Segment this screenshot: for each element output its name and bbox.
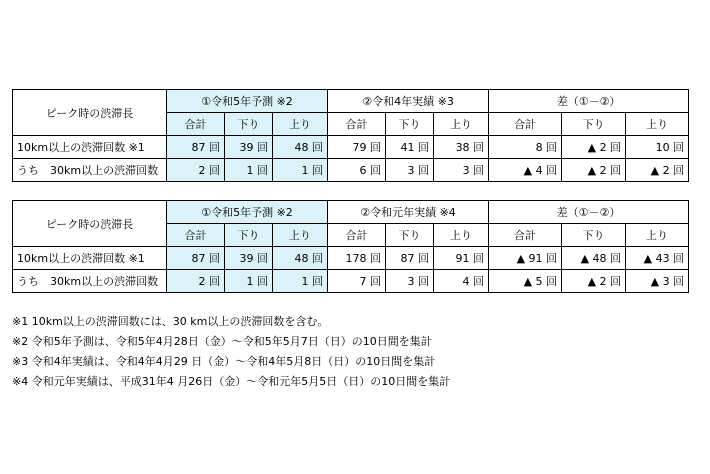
table-cell: 178 回 (328, 247, 386, 270)
subheader-total: 合計 (328, 113, 386, 136)
subheader-total: 合計 (489, 224, 562, 247)
group-header-forecast: ①令和5年予測 ※2 (167, 90, 328, 113)
group-header-difference: 差（①－②） (489, 90, 689, 113)
table-cell: 1 回 (225, 270, 273, 293)
table-cell: 91 回 (434, 247, 489, 270)
row-header-peak-length: ピーク時の渋滞長 (13, 201, 167, 247)
table-cell: 2 回 (167, 159, 225, 182)
table-cell: 79 回 (328, 136, 386, 159)
row-header-peak-length: ピーク時の渋滞長 (13, 90, 167, 136)
comparison-table-2019 (12, 200, 689, 293)
table-cell: ▲ 2 回 (562, 270, 626, 293)
table-cell: 41 回 (386, 136, 434, 159)
table-cell: 8 回 (489, 136, 562, 159)
table-cell: 1 回 (273, 270, 328, 293)
subheader-up: 上り (434, 113, 489, 136)
table-cell: 1 回 (273, 159, 328, 182)
footnote: ※4 令和元年実績は、平成31年4 月26日（金）～令和元年5月5日（日）の10日間を集計 (12, 375, 451, 388)
table-cell: 1 回 (225, 159, 273, 182)
subheader-down: 下り (562, 113, 626, 136)
subheader-total: 合計 (328, 224, 386, 247)
table-cell: 2 回 (167, 270, 225, 293)
subheader-up: 上り (626, 224, 689, 247)
table-cell: 3 回 (386, 270, 434, 293)
table-cell: ▲ 48 回 (562, 247, 626, 270)
table-cell: 10 回 (626, 136, 689, 159)
table-cell: ▲ 2 回 (562, 159, 626, 182)
group-header-actual: ②令和元年実績 ※4 (328, 201, 489, 224)
subheader-up: 上り (626, 113, 689, 136)
subheader-total: 合計 (167, 224, 225, 247)
table-row (13, 136, 689, 159)
table-cell: 4 回 (434, 270, 489, 293)
table-cell: 48 回 (273, 136, 328, 159)
footnotes (12, 312, 450, 392)
subheader-total: 合計 (489, 113, 562, 136)
table-cell: 48 回 (273, 247, 328, 270)
subheader-down: 下り (386, 224, 434, 247)
subheader-up: 上り (273, 113, 328, 136)
row-label: 10km以上の渋滞回数 ※1 (13, 247, 167, 270)
footnote: ※2 令和5年予測は、令和5年4月28日（金）～令和5年5月7日（日）の10日間を集計 (12, 335, 432, 348)
table-group-header-row (13, 201, 689, 224)
subheader-total: 合計 (167, 113, 225, 136)
subheader-down: 下り (225, 224, 273, 247)
table-cell: 3 回 (434, 159, 489, 182)
table-cell: ▲ 2 回 (562, 136, 626, 159)
table-cell: ▲ 91 回 (489, 247, 562, 270)
table-cell: ▲ 4 回 (489, 159, 562, 182)
table-cell: 39 回 (225, 247, 273, 270)
table-cell: 87 回 (167, 247, 225, 270)
table-cell: ▲ 5 回 (489, 270, 562, 293)
table-cell: 38 回 (434, 136, 489, 159)
table-cell: 3 回 (386, 159, 434, 182)
group-header-forecast: ①令和5年予測 ※2 (167, 201, 328, 224)
footnote: ※1 10km以上の渋滞回数には、30 km以上の渋滞回数を含む。 (12, 315, 329, 328)
table-row (13, 247, 689, 270)
table-cell: 7 回 (328, 270, 386, 293)
table-group-header-row (13, 90, 689, 113)
table-cell: 6 回 (328, 159, 386, 182)
subheader-up: 上り (434, 224, 489, 247)
table-cell: 87 回 (167, 136, 225, 159)
comparison-table-2022 (12, 89, 689, 182)
table-row (13, 159, 689, 182)
group-header-difference: 差（①－②） (489, 201, 689, 224)
subheader-down: 下り (386, 113, 434, 136)
table-cell: 87 回 (386, 247, 434, 270)
subheader-down: 下り (225, 113, 273, 136)
row-label: 10km以上の渋滞回数 ※1 (13, 136, 167, 159)
table-cell: ▲ 2 回 (626, 159, 689, 182)
group-header-actual: ②令和4年実績 ※3 (328, 90, 489, 113)
subheader-up: 上り (273, 224, 328, 247)
row-label: うち 30km以上の渋滞回数 (13, 270, 167, 293)
table-row (13, 270, 689, 293)
subheader-down: 下り (562, 224, 626, 247)
footnote: ※3 令和4年実績は、令和4年4月29 日（金）～令和4年5月8日（日）の10日間を集計 (12, 355, 436, 368)
table-cell: ▲ 3 回 (626, 270, 689, 293)
table-cell: ▲ 43 回 (626, 247, 689, 270)
table-cell: 39 回 (225, 136, 273, 159)
row-label: うち 30km以上の渋滞回数 (13, 159, 167, 182)
